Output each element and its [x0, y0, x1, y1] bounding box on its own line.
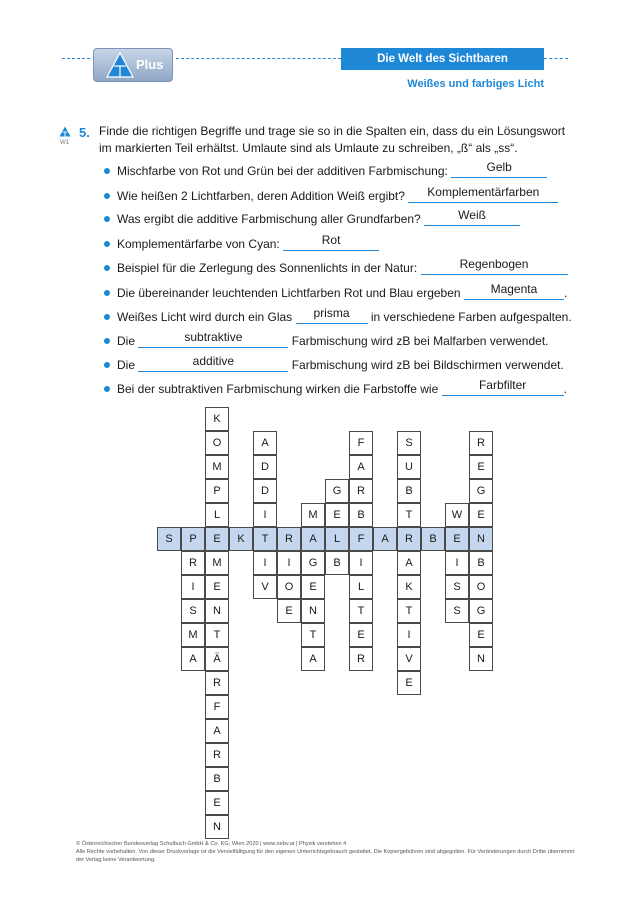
- crossword-cell[interactable]: T: [397, 599, 421, 623]
- competence-code: W1: [60, 140, 69, 146]
- crossword-cell[interactable]: Ä: [205, 647, 229, 671]
- question-item: Weißes Licht wird durch ein Glas prisma in verschiedene Farben aufgespalten.: [104, 309, 572, 324]
- header-dashed-line-right: [544, 58, 568, 59]
- crossword-cell[interactable]: S: [445, 575, 469, 599]
- competence-triangle-icon: [59, 126, 71, 137]
- crossword-cell[interactable]: E: [349, 623, 373, 647]
- answer-blank[interactable]: [464, 282, 564, 300]
- answer-text: additive: [192, 354, 235, 368]
- crossword-cell[interactable]: S: [445, 599, 469, 623]
- crossword-cell[interactable]: T: [301, 623, 325, 647]
- crossword-cell[interactable]: T: [349, 599, 373, 623]
- crossword-cell[interactable]: B: [325, 551, 349, 575]
- task-instruction: Finde die richtigen Begriffe und trage sie so in die Spalten ein, dass du ein Lösungswort im markierten Teil erhältst. Umlaute sind als Umlaute zu schreiben, „ß“ als „ss“.: [99, 124, 566, 155]
- footer: [76, 840, 576, 864]
- crossword-cell[interactable]: S: [397, 431, 421, 455]
- bullet-icon: [104, 168, 110, 174]
- answer-text: Gelb: [486, 160, 512, 174]
- solution-cell[interactable]: K: [229, 527, 253, 551]
- crossword-cell[interactable]: B: [349, 503, 373, 527]
- crossword-cell[interactable]: B: [397, 479, 421, 503]
- bullet-icon: [104, 290, 110, 296]
- footer-copyright: © Österreichischer Bundesverlag Schulbuch GmbH & Co. KG, Wien 2020 | www.oebv.at | Physik verstehen 4: [76, 841, 347, 847]
- crossword-cell[interactable]: V: [253, 575, 277, 599]
- crossword-cell[interactable]: U: [397, 455, 421, 479]
- crossword-cell[interactable]: G: [325, 479, 349, 503]
- crossword-cell[interactable]: I: [253, 551, 277, 575]
- bullet-icon: [104, 265, 110, 271]
- solution-cell[interactable]: S: [157, 527, 181, 551]
- crossword-cell[interactable]: V: [397, 647, 421, 671]
- bullet-icon: [104, 314, 110, 320]
- question-item: Komplementärfarbe von Cyan: Rot: [104, 236, 379, 251]
- solution-cell[interactable]: R: [397, 527, 421, 551]
- bullet-icon: [104, 193, 110, 199]
- bullet-icon: [104, 338, 110, 344]
- solution-cell[interactable]: T: [253, 527, 277, 551]
- crossword-cell[interactable]: E: [469, 455, 493, 479]
- crossword-cell[interactable]: I: [253, 503, 277, 527]
- crossword-cell[interactable]: R: [205, 671, 229, 695]
- crossword-cell[interactable]: E: [301, 575, 325, 599]
- crossword-cell[interactable]: A: [349, 455, 373, 479]
- crossword-cell[interactable]: I: [349, 551, 373, 575]
- crossword-cell[interactable]: R: [205, 743, 229, 767]
- answer-text: Regenbogen: [459, 257, 529, 271]
- chapter-title: Die Welt des Sichtbaren: [341, 48, 544, 70]
- crossword-cell[interactable]: F: [205, 695, 229, 719]
- question-item: Die subtraktive Farbmischung wird zB bei Malfarben verwendet.: [104, 333, 548, 348]
- solution-cell[interactable]: A: [301, 527, 325, 551]
- crossword-cell[interactable]: M: [181, 623, 205, 647]
- crossword-cell[interactable]: E: [205, 791, 229, 815]
- crossword-cell[interactable]: R: [181, 551, 205, 575]
- crossword-cell[interactable]: L: [205, 503, 229, 527]
- solution-cell[interactable]: F: [349, 527, 373, 551]
- solution-cell[interactable]: P: [181, 527, 205, 551]
- solution-cell[interactable]: L: [325, 527, 349, 551]
- bullet-icon: [104, 216, 110, 222]
- task-number: 5.: [79, 125, 90, 140]
- solution-cell[interactable]: R: [277, 527, 301, 551]
- crossword-cell[interactable]: L: [349, 575, 373, 599]
- crossword-cell[interactable]: F: [349, 431, 373, 455]
- crossword-cell[interactable]: A: [397, 551, 421, 575]
- crossword-cell[interactable]: R: [349, 647, 373, 671]
- answer-blank[interactable]: [442, 378, 564, 396]
- crossword-cell[interactable]: O: [205, 431, 229, 455]
- crossword-cell[interactable]: M: [205, 551, 229, 575]
- answer-blank[interactable]: [451, 160, 547, 178]
- solution-cell[interactable]: B: [421, 527, 445, 551]
- answer-blank[interactable]: [138, 354, 288, 372]
- crossword-cell[interactable]: A: [181, 647, 205, 671]
- crossword-cell[interactable]: N: [469, 647, 493, 671]
- question-item: Mischfarbe von Rot und Grün bei der additiven Farbmischung: Gelb: [104, 163, 547, 178]
- answer-text: Komplementärfarben: [427, 185, 540, 199]
- answer-blank[interactable]: [283, 233, 379, 251]
- crossword-cell[interactable]: R: [349, 479, 373, 503]
- crossword-cell[interactable]: K: [205, 407, 229, 431]
- crossword-cell[interactable]: A: [253, 431, 277, 455]
- answer-blank[interactable]: [421, 257, 568, 275]
- crossword-cell[interactable]: T: [205, 623, 229, 647]
- answer-text: Rot: [321, 233, 341, 247]
- question-item: Die übereinander leuchtenden Lichtfarben Rot und Blau ergeben Magenta .: [104, 285, 567, 300]
- crossword-cell[interactable]: E: [397, 671, 421, 695]
- crossword-cell[interactable]: D: [253, 479, 277, 503]
- header-dashed-line-middle: [176, 58, 341, 59]
- crossword-cell[interactable]: E: [205, 575, 229, 599]
- crossword-cell[interactable]: I: [181, 575, 205, 599]
- answer-text: Magenta: [490, 282, 538, 296]
- crossword-cell[interactable]: N: [205, 599, 229, 623]
- crossword-cell[interactable]: B: [469, 551, 493, 575]
- crossword-cell[interactable]: N: [301, 599, 325, 623]
- crossword-cell[interactable]: B: [205, 767, 229, 791]
- triangle-logo-icon: [106, 52, 134, 78]
- answer-text: Weiß: [458, 208, 486, 222]
- solution-cell[interactable]: A: [373, 527, 397, 551]
- solution-cell[interactable]: E: [445, 527, 469, 551]
- crossword-cell[interactable]: S: [181, 599, 205, 623]
- crossword-cell[interactable]: E: [277, 599, 301, 623]
- crossword-cell[interactable]: P: [205, 479, 229, 503]
- crossword-cell[interactable]: I: [445, 551, 469, 575]
- bullet-icon: [104, 241, 110, 247]
- crossword-cell[interactable]: G: [469, 479, 493, 503]
- question-item: Die additive Farbmischung wird zB bei Bildschirmen verwendet.: [104, 357, 564, 372]
- answer-text: prisma: [313, 306, 350, 320]
- crossword-cell[interactable]: M: [301, 503, 325, 527]
- header-dashed-line-left: [62, 58, 90, 59]
- question-item: Wie heißen 2 Lichtfarben, deren Addition Weiß ergibt? Komplementärfarben: [104, 188, 558, 203]
- bullet-icon: [104, 386, 110, 392]
- crossword-cell[interactable]: D: [253, 455, 277, 479]
- crossword-cell[interactable]: E: [469, 623, 493, 647]
- bullet-icon: [104, 362, 110, 368]
- footer-rights: Alle Rechte vorbehalten. Von dieser Druckvorlage ist die Vervielfältigung für den eigenen Unterrichtsgebrauch gestattet. Die Kopiergebühren sind abgegolten. Für Veränderungen durch Dritte übernimmt der Verlag keine Verantwortung.: [76, 849, 575, 863]
- answer-blank[interactable]: [296, 306, 368, 324]
- crossword-cell[interactable]: O: [277, 575, 301, 599]
- crossword-cell[interactable]: K: [397, 575, 421, 599]
- answer-blank[interactable]: [138, 330, 288, 348]
- crossword-cell[interactable]: I: [277, 551, 301, 575]
- crossword-cell[interactable]: T: [397, 503, 421, 527]
- answer-text: Farbfilter: [478, 378, 527, 392]
- section-subtitle: Weißes und farbiges Licht: [407, 78, 544, 90]
- answer-blank[interactable]: [408, 185, 558, 203]
- answer-blank[interactable]: [424, 208, 520, 226]
- solution-cell[interactable]: E: [205, 527, 229, 551]
- crossword-cell[interactable]: N: [205, 815, 229, 839]
- answer-text: subtraktive: [184, 330, 243, 344]
- crossword-cell[interactable]: E: [325, 503, 349, 527]
- crossword-cell[interactable]: M: [205, 455, 229, 479]
- crossword-cell[interactable]: W: [445, 503, 469, 527]
- logo-text: Plus: [136, 57, 164, 72]
- question-item: Beispiel für die Zerlegung des Sonnenlichts in der Natur: Regenbogen: [104, 260, 568, 275]
- crossword-cell[interactable]: I: [397, 623, 421, 647]
- question-item: Was ergibt die additive Farbmischung aller Grundfarben? Weiß: [104, 211, 520, 226]
- solution-cell[interactable]: N: [469, 527, 493, 551]
- plus-logo: [93, 48, 173, 82]
- crossword-cell[interactable]: A: [301, 647, 325, 671]
- crossword-cell[interactable]: A: [205, 719, 229, 743]
- crossword-cell[interactable]: G: [301, 551, 325, 575]
- crossword-cell[interactable]: E: [469, 503, 493, 527]
- crossword-cell[interactable]: O: [469, 575, 493, 599]
- crossword-cell[interactable]: G: [469, 599, 493, 623]
- crossword-cell[interactable]: R: [469, 431, 493, 455]
- question-item: Bei der subtraktiven Farbmischung wirken die Farbstoffe wie Farbfilter .: [104, 381, 567, 396]
